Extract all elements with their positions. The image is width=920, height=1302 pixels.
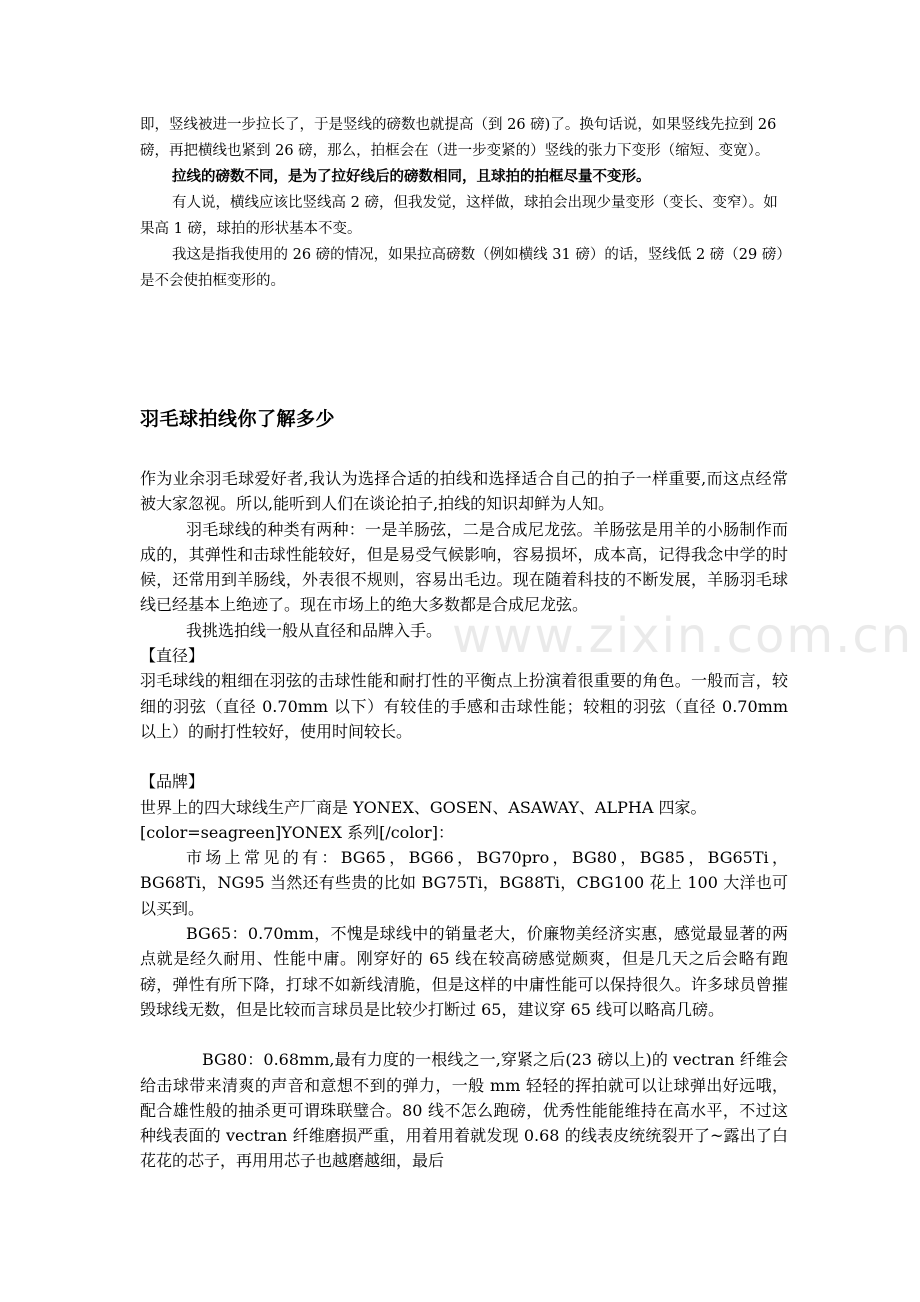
choose-paragraph: 我挑选拍线一般从直径和品牌入手。: [186, 620, 443, 640]
intro-paragraph: 作为业余羽毛球爱好者,我认为选择合适的拍线和选择适合自己的拍子一样重要,而这点经常被大家忽视。所以,能听到人们在谈论拍子,拍线的知识却鲜为人知。: [140, 469, 788, 514]
watermark: www.zixin.com.cn: [452, 608, 914, 664]
blank-line: [140, 744, 788, 769]
diameter-paragraph: 羽毛球线的粗细在羽弦的击球性能和耐打性的平衡点上扮演着很重要的角色。一般而言，较细的羽弦（直径 0.70mm 以下）有较佳的手感和击球性能；较粗的羽弦（直径 0.70mm 以上）的耐打性较好，使用时间较长。: [140, 671, 788, 741]
top-text-block: [140, 112, 790, 294]
paragraph: 我这是指我使用的 26 磅的情况，如果拉高磅数（例如横线 31 磅）的话，竖线低 2 磅（29 磅）是不会使拍框变形的。: [140, 247, 784, 289]
brand-heading: 【品牌】: [140, 772, 205, 792]
paragraph: 即，竖线被进一步拉长了，于是竖线的磅数也就提高（到 26 磅)了。换句话说，如果竖线先拉到 26 磅，再把横线也紧到 26 磅，那么，拍框会在（进一步变紧的）竖线的张力下变形（缩短、变宽）。: [140, 117, 777, 159]
market-paragraph: 市场上常见的有：BG65，BG66，BG70pro，BG80，BG85，BG65Ti，BG68Ti，NG95 当然还有些贵的比如 BG75Ti，BG88Ti，CBG100 花上 100 大洋也可以买到。: [140, 848, 788, 918]
article-title: 羽毛球拍线你了解多少: [140, 408, 336, 430]
blank-line: [140, 1022, 788, 1047]
bg80-paragraph: BG80：0.68mm,最有力度的一根线之一,穿紧之后(23 磅以上)的 vectran 纤维会给击球带来清爽的声音和意想不到的弹力，一般 mm 轻轻的挥拍就可以让球弹出好远哦，配合雄性般的抽杀更可谓珠联璧合。80 线不怎么跑磅，优秀性能能维持在高水平，不过这种线表面的 vectran 纤维磨损严重，用着用着就发现 0.68 的线表皮统统裂开了~露出了白花花的芯子，再用用芯子也越磨越细，最后: [140, 1050, 788, 1171]
brand-paragraph: 世界上的四大球线生产厂商是 YONEX、GOSEN、ASAWAY、ALPHA 四家。: [140, 797, 707, 817]
bold-paragraph: 拉线的磅数不同，是为了拉好线后的磅数相同，且球拍的拍框尽量不变形。: [172, 168, 651, 185]
types-paragraph: 羽毛球线的种类有两种：一是羊肠弦，二是合成尼龙弦。羊肠弦是用羊的小肠制作而成的，其弹性和击球性能较好，但是易受气候影响，容易损坏，成本高，记得我念中学的时候，还常用到羊肠线，外表很不规则，容易出毛边。现在随着科技的不断发展，羊肠羽毛球线已经基本上绝迹了。现在市场上的绝大多数都是合成尼龙弦。: [140, 519, 788, 615]
diameter-heading: 【直径】: [140, 646, 205, 666]
paragraph: 有人说，横线应该比竖线高 2 磅，但我发觉，这样做，球拍会出现少量变形（变长、变窄）。如果高 1 磅，球拍的形状基本不变。: [140, 195, 778, 237]
yonex-tag-line: [color=seagreen]YONEX 系列[/color]：: [140, 822, 454, 842]
bg65-paragraph: BG65：0.70mm，不愧是球线中的销量老大，价廉物美经济实惠，感觉最显著的两点就是经久耐用、性能中庸。刚穿好的 65 线在较高磅感觉颇爽，但是几天之后会略有跑磅，弹性有所下降，打球不如新线清脆，但是这样的中庸性能可以保持很久。许多球员曾摧毁球线无数，但是比较而言球员是比较少打断过 65，建议穿 65 线可以略高几磅。: [140, 924, 788, 1019]
article-body: [140, 466, 788, 1174]
